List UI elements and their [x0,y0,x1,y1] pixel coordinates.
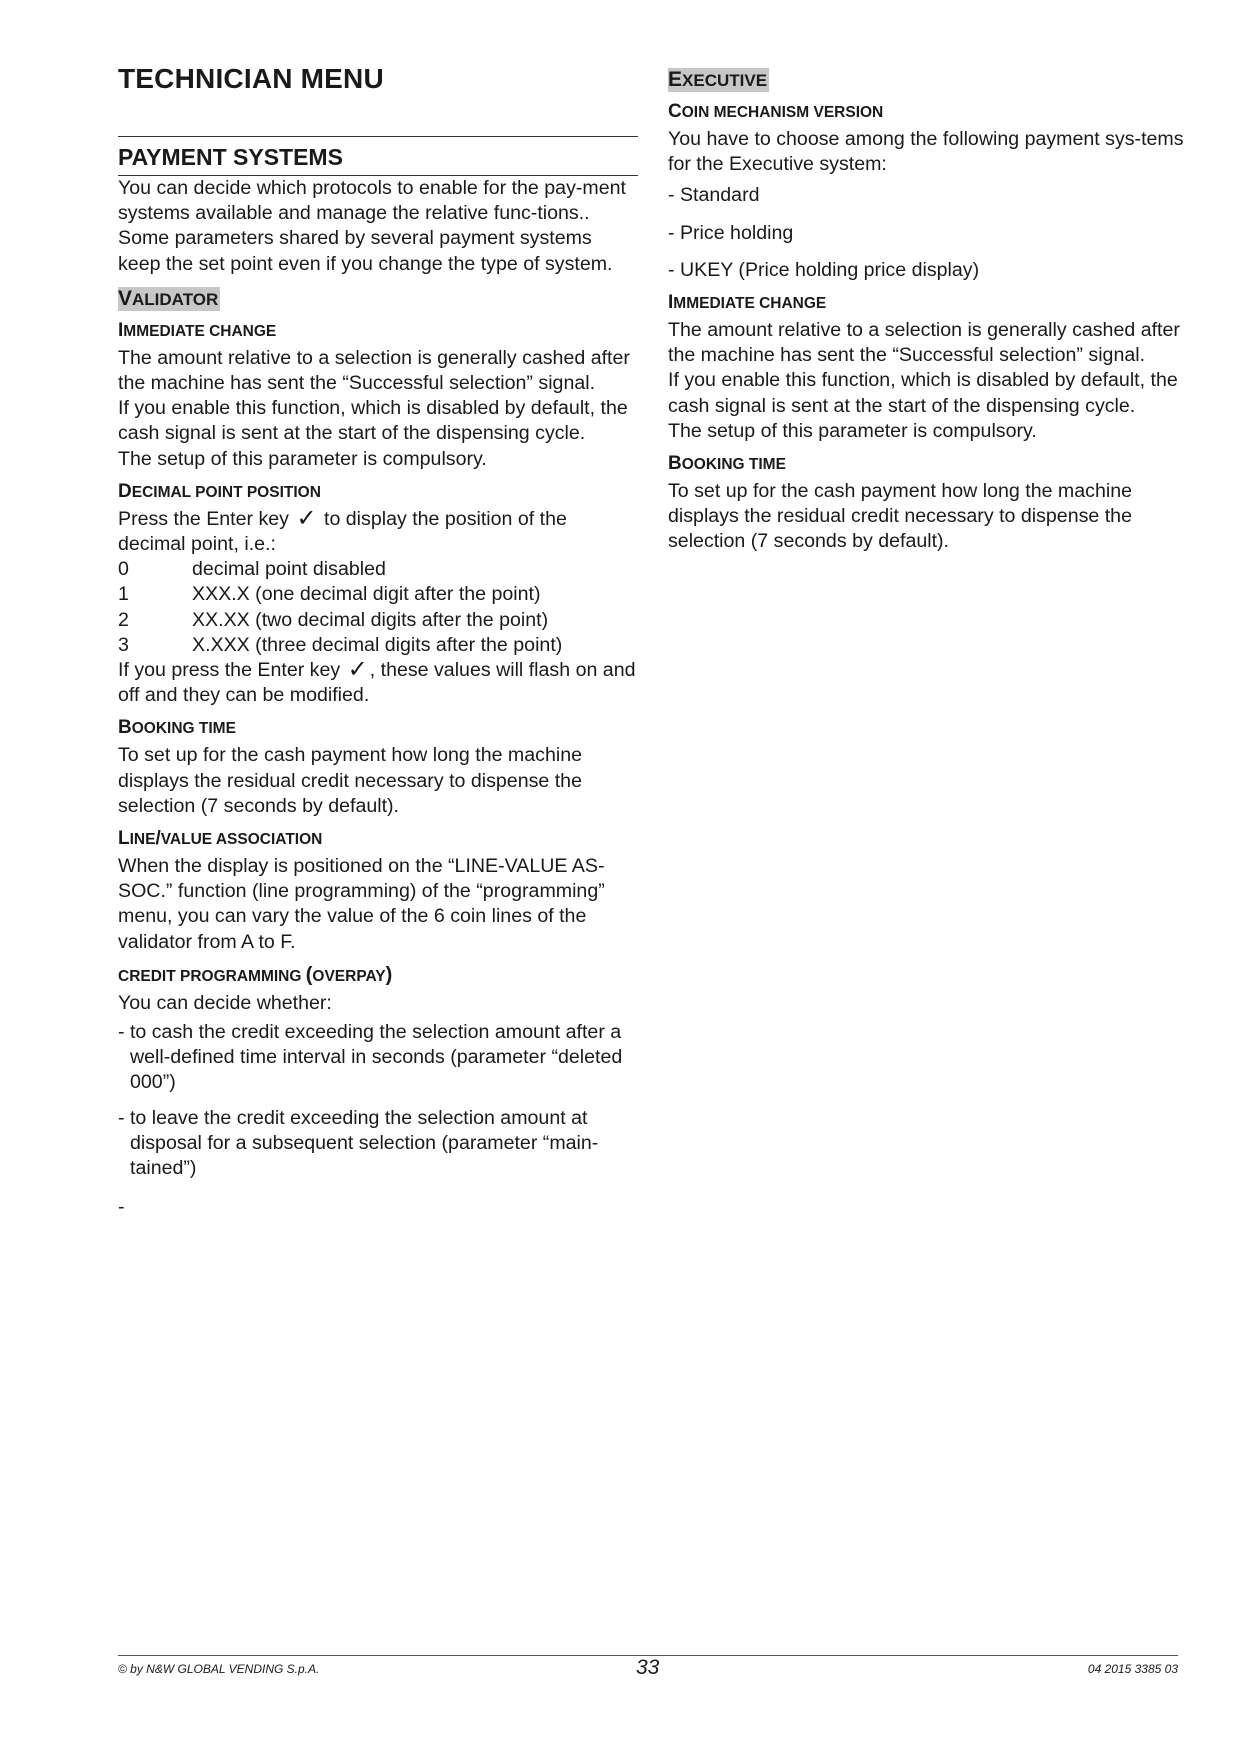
coin-mechanism-heading: COIN MECHANISM VERSION [668,101,884,122]
section-title: PAYMENT SYSTEMS [118,144,343,170]
overpay-item: - to cash the credit exceeding the selection amount after a well-defined time interval in seconds (parameter “deleted 000”) [118,1021,623,1094]
overpay-item: - to leave the credit exceeding the selection amount at disposal for a subsequent selection (parameter “main-tained”) [118,1106,599,1180]
immediate-change-heading: IMMEDIATE CHANGE [668,292,827,314]
decimal-option: 0 decimal point disabled [118,558,386,581]
immediate-change-p1: The amount relative to a selection is generally cashed after the machine has sent the “Successful selection” signal. [668,319,1180,367]
overpay-heading: CREDIT PROGRAMMING (OVERPAY) [118,963,393,986]
coin-mechanism-item: - UKEY (Price holding price display) [668,258,980,281]
validator-heading: VALIDATOR [118,286,219,310]
enter-key-check-icon: ✓ [296,504,317,532]
decimal-options-list [118,557,638,658]
enter-key-check-icon: ✓ [347,656,368,684]
decimal-point-outro: If you press the Enter key ✓ , these values will flash on and off and they can be modified. [118,656,636,707]
coin-mechanism-intro: You have to choose among the following payment sys-tems for the Executive system: [668,128,1184,176]
page-number: 33 [636,1656,660,1679]
overpay-item: - [118,1196,125,1219]
coin-mechanism-item: - Price holding [668,221,794,244]
decimal-point-intro: Press the Enter key ✓ to display the position of the decimal point, i.e.: [118,504,567,556]
page-title: TECHNICIAN MENU [118,63,384,94]
decimal-option: 3 X.XXX (three decimal digits after the point) [118,633,563,656]
booking-time-p1: To set up for the cash payment how long the machine displays the residual credit necessary to dispense the selection (7 seconds by default). [668,480,1132,553]
immediate-change-p2: If you enable this function, which is disabled by default, the cash signal is sent at the start of the dispensing cycle. [118,397,628,445]
immediate-change-p3: The setup of this parameter is compulsory. [668,419,1037,442]
left-column [118,62,638,1221]
immediate-change-p2: If you enable this function, which is disabled by default, the cash signal is sent at the start of the dispensing cycle. [668,369,1178,417]
document-code: 04 2015 3385 03 [1087,1662,1178,1676]
line-value-heading: LINE/VALUE ASSOCIATION [118,828,323,850]
overpay-intro: You can decide whether: [118,991,332,1014]
coin-mechanism-item: - Standard [668,184,760,207]
immediate-change-p1: The amount relative to a selection is generally cashed after the machine has sent the “Successful selection” signal. [118,346,630,395]
immediate-change-heading: IMMEDIATE CHANGE [118,319,277,341]
booking-time-p1: To set up for the cash payment how long the machine displays the residual credit necessary to dispense the selection (7 seconds by default). [118,744,582,817]
line-value-p1: When the display is positioned on the “LINE-VALUE AS-SOC.” function (line programming) of the “programming” menu, you can vary the value of the 6 coin lines of the validator from A to F. [118,855,605,953]
decimal-option: 2 XX.XX (two decimal digits after the point) [118,608,549,631]
intro-paragraph-2: Some parameters shared by several payment systems keep the set point even if you change the type of system. [118,227,613,275]
decimal-option: 1 XXX.X (one decimal digit after the point) [118,583,541,606]
executive-heading: EXECUTIVE [668,68,768,91]
booking-time-heading: BOOKING TIME [668,453,786,475]
immediate-change-p3: The setup of this parameter is compulsory. [118,447,487,470]
booking-time-heading: BOOKING TIME [118,717,236,739]
intro-paragraph-1: You can decide which protocols to enable for the pay-ment systems available and manage the relative func-tions.. [118,177,626,225]
decimal-point-heading: DECIMAL POINT POSITION [118,480,321,502]
footer-copyright: © by N&W GLOBAL VENDING S.p.A. [118,1662,320,1676]
right-column [668,68,1188,555]
